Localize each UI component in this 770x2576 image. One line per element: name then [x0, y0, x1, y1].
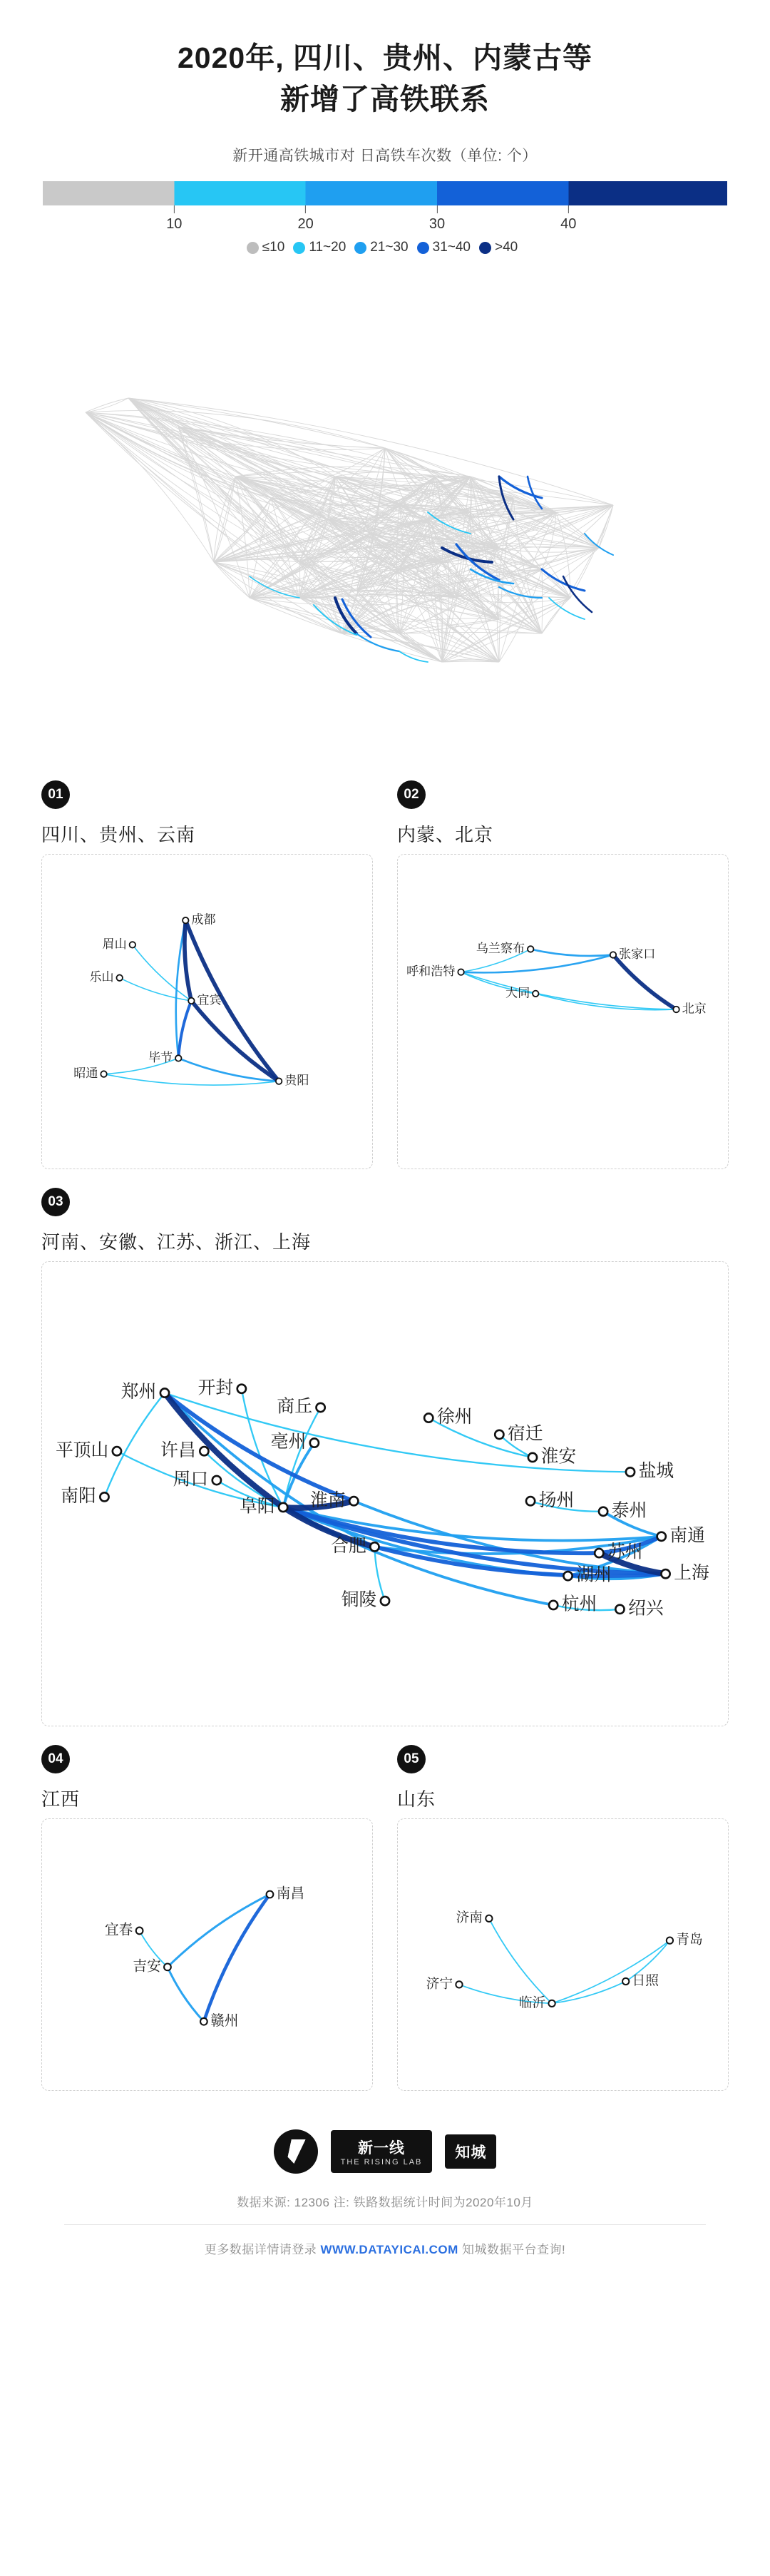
city-node[interactable] [667, 1938, 673, 1944]
city-node[interactable] [533, 991, 538, 997]
network-edge [552, 1941, 669, 2004]
nodes-layer [426, 1910, 703, 2010]
city-node[interactable] [317, 1403, 325, 1412]
city-label: 泰州 [611, 1501, 647, 1521]
city-label: 青岛 [676, 1932, 703, 1948]
legend-tick-20 [298, 205, 314, 233]
network-edge [613, 955, 677, 1009]
city-node[interactable] [495, 1430, 503, 1439]
city-node[interactable] [183, 917, 188, 923]
city-node[interactable] [237, 1385, 246, 1393]
page-title [43, 37, 727, 120]
footer-divider [64, 2224, 706, 2225]
city-label: 盐城 [638, 1462, 674, 1482]
city-label: 北京 [682, 1002, 707, 1016]
panel-03-badge: 03 [41, 1188, 70, 1216]
legend-swatch-31-40 [417, 240, 471, 255]
city-label: 上海 [674, 1564, 709, 1584]
city-label: 郑州 [120, 1383, 157, 1402]
city-label: 南阳 [61, 1487, 96, 1507]
swatch-label: 31~40 [432, 240, 471, 255]
panel-03-title: 河南、安徽、江苏、浙江、上海 [41, 1231, 312, 1253]
panel-01 [41, 780, 373, 1169]
swatch-label: >40 [495, 240, 518, 255]
panel-05-title: 山东 [397, 1788, 436, 1811]
promo-url[interactable]: WWW.DATAYICAI.COM [320, 2243, 458, 2257]
swatch-dot-icon [293, 242, 305, 254]
city-label: 苏州 [607, 1543, 643, 1563]
city-node[interactable] [349, 1497, 358, 1506]
city-label: 阜阳 [239, 1497, 275, 1517]
nodes-layer [406, 942, 707, 1016]
city-node[interactable] [164, 1964, 171, 1971]
network-edge [168, 1967, 204, 2022]
city-node[interactable] [101, 1071, 106, 1077]
network-edge [178, 1001, 191, 1059]
city-label: 济宁 [426, 1976, 453, 1992]
city-node[interactable] [486, 1915, 492, 1922]
swatch-label: ≤10 [262, 240, 285, 255]
network-edge [530, 950, 613, 957]
city-node[interactable] [200, 2018, 207, 2025]
panel-04-box [41, 1818, 373, 2091]
swatch-dot-icon [417, 242, 429, 254]
tick-label: 20 [297, 216, 314, 233]
city-label: 宿迁 [507, 1424, 543, 1444]
panel-row-3 [41, 1745, 729, 2091]
panel-05-badge: 05 [397, 1745, 426, 1773]
city-node[interactable] [626, 1468, 635, 1477]
title-line-2: 新增了高铁联系 [280, 83, 490, 116]
panel-row-1 [41, 780, 729, 1169]
panel-05-network [398, 1819, 728, 2090]
city-label: 呼和浩特 [406, 964, 456, 979]
city-label: 吉安 [133, 1959, 161, 1975]
city-label: 淮南 [310, 1491, 346, 1511]
city-label: 湖州 [576, 1566, 612, 1586]
network-edge [168, 1895, 270, 1967]
city-node[interactable] [370, 1543, 379, 1552]
city-node[interactable] [528, 947, 533, 952]
city-node[interactable] [136, 1928, 143, 1935]
panel-05 [397, 1745, 729, 2091]
legend-swatches [0, 240, 770, 255]
legend-ticks [43, 205, 727, 235]
city-node[interactable] [526, 1497, 535, 1506]
city-label: 许昌 [160, 1441, 196, 1461]
city-node[interactable] [599, 1507, 607, 1516]
city-label: 亳州 [270, 1432, 307, 1452]
city-label: 赣州 [210, 2013, 239, 2030]
panel-01-box [41, 854, 373, 1169]
city-label: 济南 [456, 1910, 483, 1925]
swatch-label: 21~30 [370, 240, 409, 255]
city-label: 大同 [505, 986, 530, 1000]
city-node[interactable] [175, 1056, 181, 1062]
legend-tick-40 [560, 205, 576, 233]
city-label: 成都 [191, 913, 216, 927]
city-label: 商丘 [277, 1398, 312, 1417]
panel-03 [41, 1188, 729, 1726]
tick-label: 40 [560, 216, 577, 233]
swatch-label: 11~20 [309, 240, 346, 255]
tick-mark [305, 205, 306, 213]
panel-01-badge: 01 [41, 780, 70, 809]
city-node[interactable] [458, 969, 463, 975]
region-panels [0, 780, 770, 2091]
city-label: 铜陵 [341, 1591, 377, 1611]
tick-mark [568, 205, 569, 213]
city-label: 贵阳 [284, 1074, 309, 1088]
panel-02 [397, 780, 729, 1169]
city-label: 绍兴 [628, 1599, 664, 1619]
yicai-logo-icon [274, 2129, 318, 2174]
panel-02-network [398, 855, 728, 1169]
tick-label: 10 [166, 216, 183, 233]
city-label: 杭州 [561, 1594, 597, 1614]
panel-row-2 [41, 1188, 729, 1726]
panel-02-title: 内蒙、北京 [397, 824, 494, 846]
city-node[interactable] [528, 1453, 537, 1462]
panel-02-box [397, 854, 729, 1169]
city-label: 南昌 [276, 1886, 305, 1903]
city-node[interactable] [549, 1601, 558, 1609]
nodes-layer [105, 1886, 304, 2029]
city-node[interactable] [200, 1447, 208, 1456]
network-edge [133, 945, 192, 1002]
network-edge [104, 1393, 165, 1497]
panel-04-network [42, 1819, 372, 2090]
city-label: 扬州 [538, 1491, 575, 1511]
city-node[interactable] [276, 1079, 282, 1084]
national-network-map [0, 263, 770, 762]
network-edge [120, 978, 192, 1001]
footer [0, 2129, 770, 2286]
rising-lab-logo [331, 2130, 433, 2173]
panel-05-box [397, 1818, 729, 2091]
edges-layer [459, 1919, 669, 2004]
city-node[interactable] [188, 998, 194, 1004]
city-node[interactable] [130, 942, 135, 948]
city-label: 宜春 [105, 1923, 133, 1939]
network-edge [461, 955, 613, 973]
city-node[interactable] [563, 1572, 572, 1580]
panel-02-head [397, 780, 729, 809]
city-label: 徐州 [436, 1407, 473, 1427]
city-node[interactable] [424, 1414, 433, 1422]
panel-03-box [41, 1261, 729, 1726]
city-label: 日照 [632, 1972, 659, 1988]
city-label: 宜宾 [197, 993, 222, 1007]
network-edge [191, 1001, 279, 1081]
city-node[interactable] [615, 1605, 624, 1614]
title-block [0, 0, 770, 120]
city-label: 合肥 [331, 1537, 366, 1557]
city-node[interactable] [456, 1982, 462, 1988]
city-node[interactable] [381, 1597, 389, 1605]
rising-lab-sub-label: THE RISING LAB [340, 2158, 423, 2167]
panel-04-title: 江西 [41, 1788, 81, 1811]
city-label: 张家口 [619, 947, 656, 962]
city-node[interactable] [212, 1476, 221, 1485]
footer-promo [0, 2239, 770, 2257]
city-label: 南通 [669, 1526, 705, 1546]
city-node[interactable] [116, 975, 122, 981]
legend-swatch-11-20 [293, 240, 346, 255]
promo-post-text: 知城数据平台查询! [458, 2243, 566, 2257]
panel-05-head [397, 1745, 729, 1773]
panel-03-network [42, 1262, 728, 1726]
panel-04-head [41, 1745, 373, 1773]
legend-gradient-bar [43, 181, 727, 205]
footer-logos [0, 2129, 770, 2174]
panel-01-title: 四川、贵州、云南 [41, 824, 196, 846]
legend [0, 144, 770, 255]
city-label: 周口 [173, 1470, 209, 1490]
rising-lab-label: 新一线 [357, 2140, 405, 2157]
city-node[interactable] [113, 1447, 121, 1456]
swatch-dot-icon [479, 242, 491, 254]
data-source-note: 数据来源: 12306 注: 铁路数据统计时间为2020年10月 [237, 2196, 533, 2210]
national-gray-edges [86, 398, 613, 662]
city-label: 乌兰察布 [476, 942, 525, 956]
swatch-dot-icon [247, 242, 259, 254]
city-node[interactable] [279, 1503, 287, 1512]
panel-04-badge: 04 [41, 1745, 70, 1773]
zhicheng-logo [445, 2134, 496, 2169]
legend-tick-30 [429, 205, 445, 233]
city-node[interactable] [610, 952, 616, 958]
city-node[interactable] [657, 1532, 666, 1541]
tick-mark [174, 205, 175, 213]
city-node[interactable] [673, 1007, 679, 1012]
panel-04 [41, 1745, 373, 2091]
tick-mark [436, 205, 437, 213]
city-label: 眉山 [102, 937, 127, 952]
city-node[interactable] [100, 1493, 108, 1502]
nodes-layer [56, 1378, 709, 1619]
network-edge [552, 1982, 626, 2004]
city-node[interactable] [548, 2000, 555, 2007]
city-node[interactable] [310, 1439, 319, 1447]
panel-01-head [41, 780, 373, 809]
city-node[interactable] [595, 1549, 603, 1557]
city-label: 临沂 [518, 1995, 546, 2010]
panel-03-head [41, 1188, 729, 1216]
city-label: 乐山 [89, 970, 114, 984]
title-line-1: 2020年, 四川、贵州、内蒙古等 [178, 41, 592, 74]
city-label: 平顶山 [55, 1441, 109, 1461]
swatch-dot-icon [354, 242, 366, 254]
legend-swatch-le10 [247, 240, 285, 255]
legend-swatch-gt40 [479, 240, 518, 255]
panel-01-network [42, 855, 372, 1169]
network-edge [461, 972, 677, 1009]
city-label: 开封 [197, 1378, 234, 1398]
city-node[interactable] [160, 1389, 169, 1398]
zhicheng-label: 知城 [455, 2144, 487, 2162]
panel-02-badge: 02 [397, 780, 426, 809]
legend-caption: 新开通高铁城市对 日高铁车次数（单位: 个） [232, 148, 538, 165]
tick-label: 30 [428, 216, 446, 233]
city-label: 毕节 [148, 1051, 173, 1065]
city-node[interactable] [661, 1570, 669, 1579]
city-node[interactable] [267, 1891, 274, 1898]
city-label: 昭通 [73, 1066, 98, 1081]
network-edge [104, 1074, 279, 1086]
city-node[interactable] [622, 1978, 629, 1985]
national-map-svg [0, 263, 770, 762]
legend-swatch-21-30 [354, 240, 408, 255]
promo-pre-text: 更多数据详情请登录 [204, 2243, 321, 2257]
network-edge [489, 1919, 552, 2004]
legend-tick-10 [166, 205, 182, 233]
city-label: 淮安 [540, 1447, 577, 1467]
